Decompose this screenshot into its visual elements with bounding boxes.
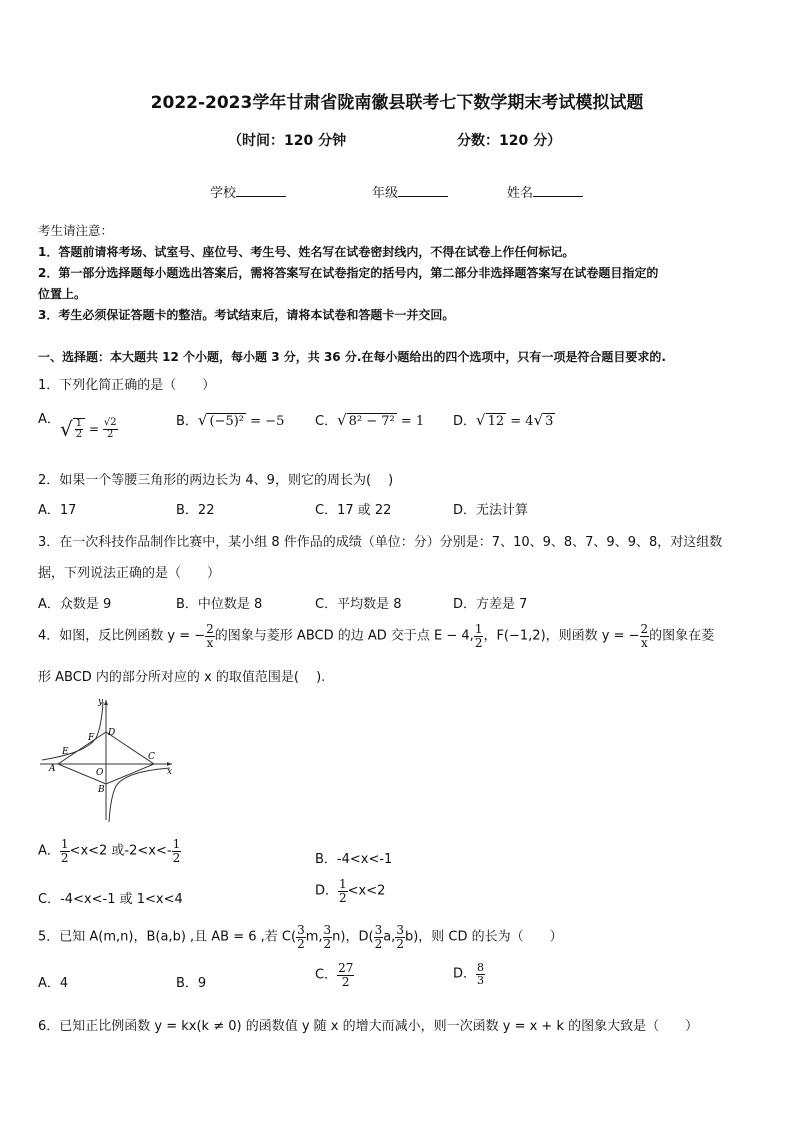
q1-c-label: C． (315, 414, 338, 429)
frac-num: 2 (640, 622, 649, 636)
q3-stem-line2: 据，下列说法正确的是（ ） (38, 566, 221, 581)
frac-num: 2 (206, 622, 214, 636)
q1-d-label: D． (453, 414, 477, 429)
frac-den: 2 (107, 428, 114, 440)
q5-d-label: D． (453, 966, 477, 982)
label-d: D (108, 728, 116, 738)
q4-option-b[interactable]: B．-4<x<-1 (315, 852, 393, 867)
q1-a-expr: √ $\frac{1}{2}$ = $\frac{√2}{2}$ (60, 417, 117, 441)
q4-part1: 4．如图，反比例函数 y = − (38, 628, 206, 644)
q4-a-label: A． (38, 843, 60, 859)
x-axis-arrow (167, 762, 172, 766)
q2-option-a[interactable]: A．17 (38, 503, 77, 518)
frac-den: 2 (172, 850, 181, 865)
q5-option-b[interactable]: B．9 (176, 976, 207, 991)
frac-den: x (640, 635, 648, 650)
frac-den: 2 (374, 936, 383, 951)
note-3: 3．考生必须保证答题卡的整洁。考试结束后，请将本试卷和答题卡一并交回。 (38, 308, 455, 322)
q4-a-text: <x<2 或-2<x<- (69, 843, 172, 859)
frac-den: 2 (75, 429, 83, 440)
label-b: B (98, 785, 105, 795)
q4-part2: 的图象与菱形 ABCD 的边 AD 交于点 E − 4, (214, 628, 474, 644)
q1-a-label: A． (38, 412, 60, 427)
q5-c-label: C． (315, 967, 338, 983)
q1-option-a[interactable] (38, 408, 60, 427)
q3-option-c[interactable]: C．平均数是 8 (315, 597, 402, 612)
q4-part3: ，F(−1,2)，则函数 y = − (483, 628, 640, 644)
frac-num: 27 (338, 961, 354, 975)
note-2: 2．第一部分选择题每小题选出答案后，需将答案写在试卷指定的括号内，第二部分非选择题答案写在试卷题目指定的 (38, 266, 659, 280)
q1-c-rest: = 1 (396, 414, 425, 429)
frac-num: √2 (103, 417, 117, 428)
name-label: 姓名 (507, 186, 534, 201)
q1-option-d[interactable]: D．√ 12 = 4√ 3 (453, 411, 554, 429)
label-x: x (167, 767, 173, 777)
q1-b-label: B． (176, 414, 198, 429)
q1-stem: 1．下列化简正确的是（ ） (38, 378, 216, 393)
q3-option-a[interactable]: A．众数是 9 (38, 597, 112, 612)
q1-b-radicand: (−5)² (209, 414, 245, 429)
label-e: E (62, 747, 69, 757)
q5-part3: n)，D( (332, 929, 374, 945)
q5-stem (38, 924, 563, 950)
frac-num: 1 (75, 417, 83, 429)
frac-den: 2 (396, 936, 404, 951)
q2-option-c[interactable]: C．17 或 22 (315, 503, 392, 518)
frac-den: 2 (60, 850, 69, 865)
school-blank[interactable] (236, 184, 286, 197)
q2-stem: 2．如果一个等腰三角形的两边长为 4、9，则它的周长为( ) (38, 473, 394, 488)
grade-field (372, 182, 448, 201)
grade-blank[interactable] (398, 184, 448, 197)
label-o: O (96, 768, 104, 778)
frac-num: 8 (477, 961, 485, 974)
q2-option-b[interactable]: B．22 (176, 503, 215, 518)
section-title: 一、选择题：本大题共 12 个小题，每小题 3 分，共 36 分.在每小题给出的四个选项中，只有一项是符合题目要求的. (38, 350, 666, 364)
q1-d-rest: = 4 (506, 414, 534, 429)
q5-part5: b)，则 CD 的长为（ ） (404, 929, 563, 945)
label-y: y (98, 697, 104, 707)
frac-num: 1 (474, 622, 483, 636)
name-field (507, 182, 583, 201)
q1-d-radicand2: 3 (545, 414, 554, 429)
q2-option-d[interactable]: D．无法计算 (453, 503, 529, 518)
frac-num: 3 (297, 923, 305, 937)
q1-option-c[interactable]: C．√ 8² − 7² = 1 (315, 411, 425, 429)
q5-option-a[interactable]: A．4 (38, 976, 69, 991)
frac-num: 1 (339, 877, 347, 891)
label-c: C (148, 752, 155, 762)
q4-stem-line1 (38, 623, 714, 649)
q3-option-b[interactable]: B．中位数是 8 (176, 597, 263, 612)
q4-stem-line2: 形 ABCD 内的部分所对应的 x 的取值范围是( ). (38, 670, 326, 685)
frac-num: 1 (172, 837, 181, 851)
q1-c-radicand: 8² − 7² (348, 414, 395, 429)
exam-score: 分数：120 分） (457, 133, 562, 149)
q1-d-radicand: 12 (487, 414, 505, 429)
frac-num: 3 (396, 923, 404, 937)
frac-den: 3 (477, 973, 485, 987)
school-label: 学校 (210, 186, 237, 201)
q4-option-a[interactable] (38, 838, 181, 864)
q4-option-d[interactable] (315, 878, 385, 904)
hyperbola-branch-2 (42, 702, 103, 760)
q4-part4: 的图象在菱 (649, 628, 715, 644)
q4-d-text: <x<2 (347, 883, 386, 899)
frac-den: 2 (341, 974, 350, 989)
frac-num: 1 (60, 837, 69, 851)
q5-option-c[interactable] (315, 962, 354, 988)
page-title: 2022-2023学年甘肃省陇南徽县联考七下数学期末考试模拟试题 (150, 93, 644, 113)
q5-part4: a, (383, 929, 396, 945)
school-field (210, 182, 286, 201)
note-2-cont: 位置上。 (38, 287, 87, 301)
q5-option-d[interactable] (453, 962, 485, 986)
frac-num: 3 (374, 923, 383, 937)
q6-stem: 6．已知正比例函数 y = kx(k ≠ 0) 的函数值 y 随 x 的增大而减小，则一次函数 y = x + k 的图象大致是（ ） (38, 1019, 699, 1034)
frac-den: 2 (339, 890, 347, 905)
q4-option-c[interactable]: C．-4<x<-1 或 1<x<4 (38, 892, 183, 907)
q4-figure (36, 694, 176, 824)
y-axis-arrow (104, 700, 108, 705)
frac-den: x (206, 635, 214, 650)
q3-option-d[interactable]: D．方差是 7 (453, 597, 528, 612)
frac-num: 3 (323, 923, 332, 937)
frac-den: 2 (474, 635, 483, 650)
q4-d-label: D． (315, 883, 339, 899)
exam-time: （时间：120 分钟 (228, 133, 347, 149)
name-blank[interactable] (533, 184, 583, 197)
frac-den: 2 (323, 936, 332, 951)
hyperbola-branch-4 (109, 767, 173, 822)
grade-label: 年级 (372, 186, 399, 201)
frac-den: 2 (297, 936, 305, 951)
notes-heading: 考生请注意： (38, 223, 114, 238)
q3-stem-line1: 3．在一次科技作品制作比赛中，某小组 8 件作品的成绩（单位：分）分别是：7、10、9、8、7、9、9、8，对这组数 (38, 535, 723, 550)
q1-b-rest: = −5 (246, 414, 285, 429)
note-1: 1．答题前请将考场、试室号、座位号、考生号、姓名写在试卷密封线内，不得在试卷上作任何标记。 (38, 245, 575, 259)
label-a: A (49, 764, 56, 774)
q1-option-b[interactable]: B．√ (−5)² = −5 (176, 411, 285, 429)
q5-part2: m, (305, 929, 323, 945)
q5-part1: 5．已知 A(m,n)，B(a,b) ,且 AB = 6 ,若 C( (38, 929, 297, 945)
label-f: F (88, 733, 95, 743)
